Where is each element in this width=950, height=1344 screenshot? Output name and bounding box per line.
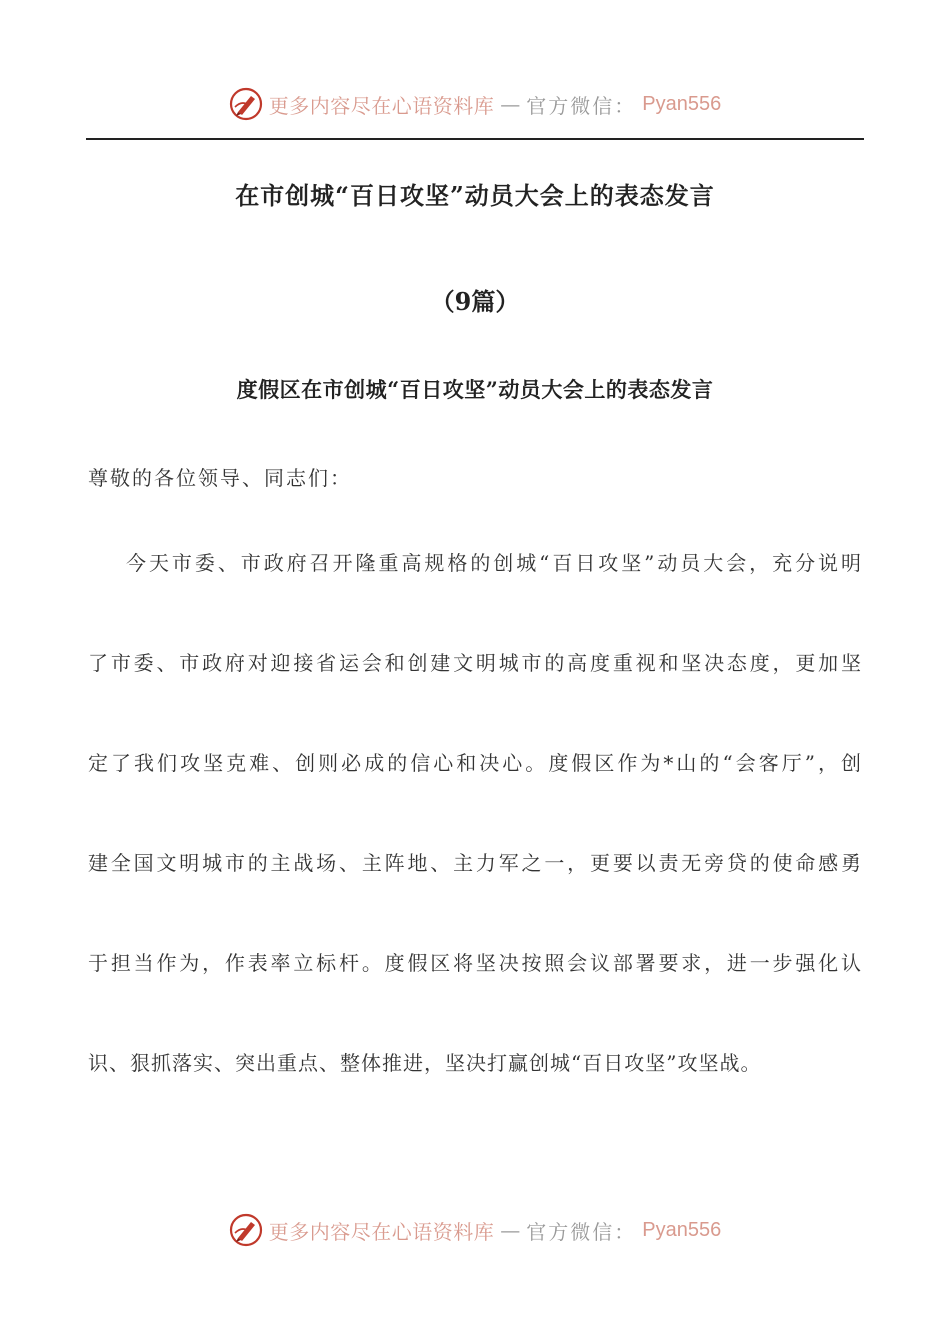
document-title: 在市创城“百日攻坚”动员大会上的表态发言 [235, 181, 715, 210]
watermark-text: 更多内容尽在心语资料库 [268, 1219, 495, 1244]
section-heading: 度假区在市创城“百日攻坚”动员大会上的表态发言 [236, 377, 714, 402]
paragraph-line: 了市委、市政府对迎接省运会和创建文明城市的高度重视和坚决态度，更加坚 [88, 651, 862, 675]
header-watermark [0, 84, 950, 124]
salutation: 尊敬的各位领导、同志们： [88, 466, 352, 490]
paragraph-line: 识、狠抓落实、突出重点、整体推进，坚决打赢创城“百日攻坚”攻坚战。 [88, 1051, 762, 1075]
watermark-label: 官方微信： [526, 1219, 637, 1244]
paragraph-line: 于担当作为，作表率立标杆。度假区将坚决按照会议部署要求，进一步强化认 [88, 951, 862, 975]
document-subtitle: （9篇） [430, 287, 520, 316]
watermark-label: 官方微信： [526, 93, 637, 118]
watermark-text: 更多内容尽在心语资料库 [268, 93, 495, 118]
paragraph-line: 今天市委、市政府召开隆重高规格的创城“百日攻坚”动员大会，充分说明 [126, 551, 862, 575]
pen-logo-icon [229, 1213, 263, 1247]
pen-logo-icon [229, 87, 263, 121]
watermark-id: Pyan556 [642, 92, 722, 115]
watermark-separator: — [500, 92, 521, 116]
paragraph-line: 建全国文明城市的主战场、主阵地、主力军之一，更要以责无旁贷的使命感勇 [88, 851, 862, 875]
watermark-separator: — [500, 1218, 521, 1242]
paragraph-line: 定了我们攻坚克难、创则必成的信心和决心。度假区作为*山的“会客厅”，创 [88, 751, 862, 775]
footer-watermark [0, 1210, 950, 1250]
header-divider [86, 138, 864, 140]
watermark-id: Pyan556 [642, 1218, 722, 1241]
body-paragraph [88, 545, 862, 1145]
